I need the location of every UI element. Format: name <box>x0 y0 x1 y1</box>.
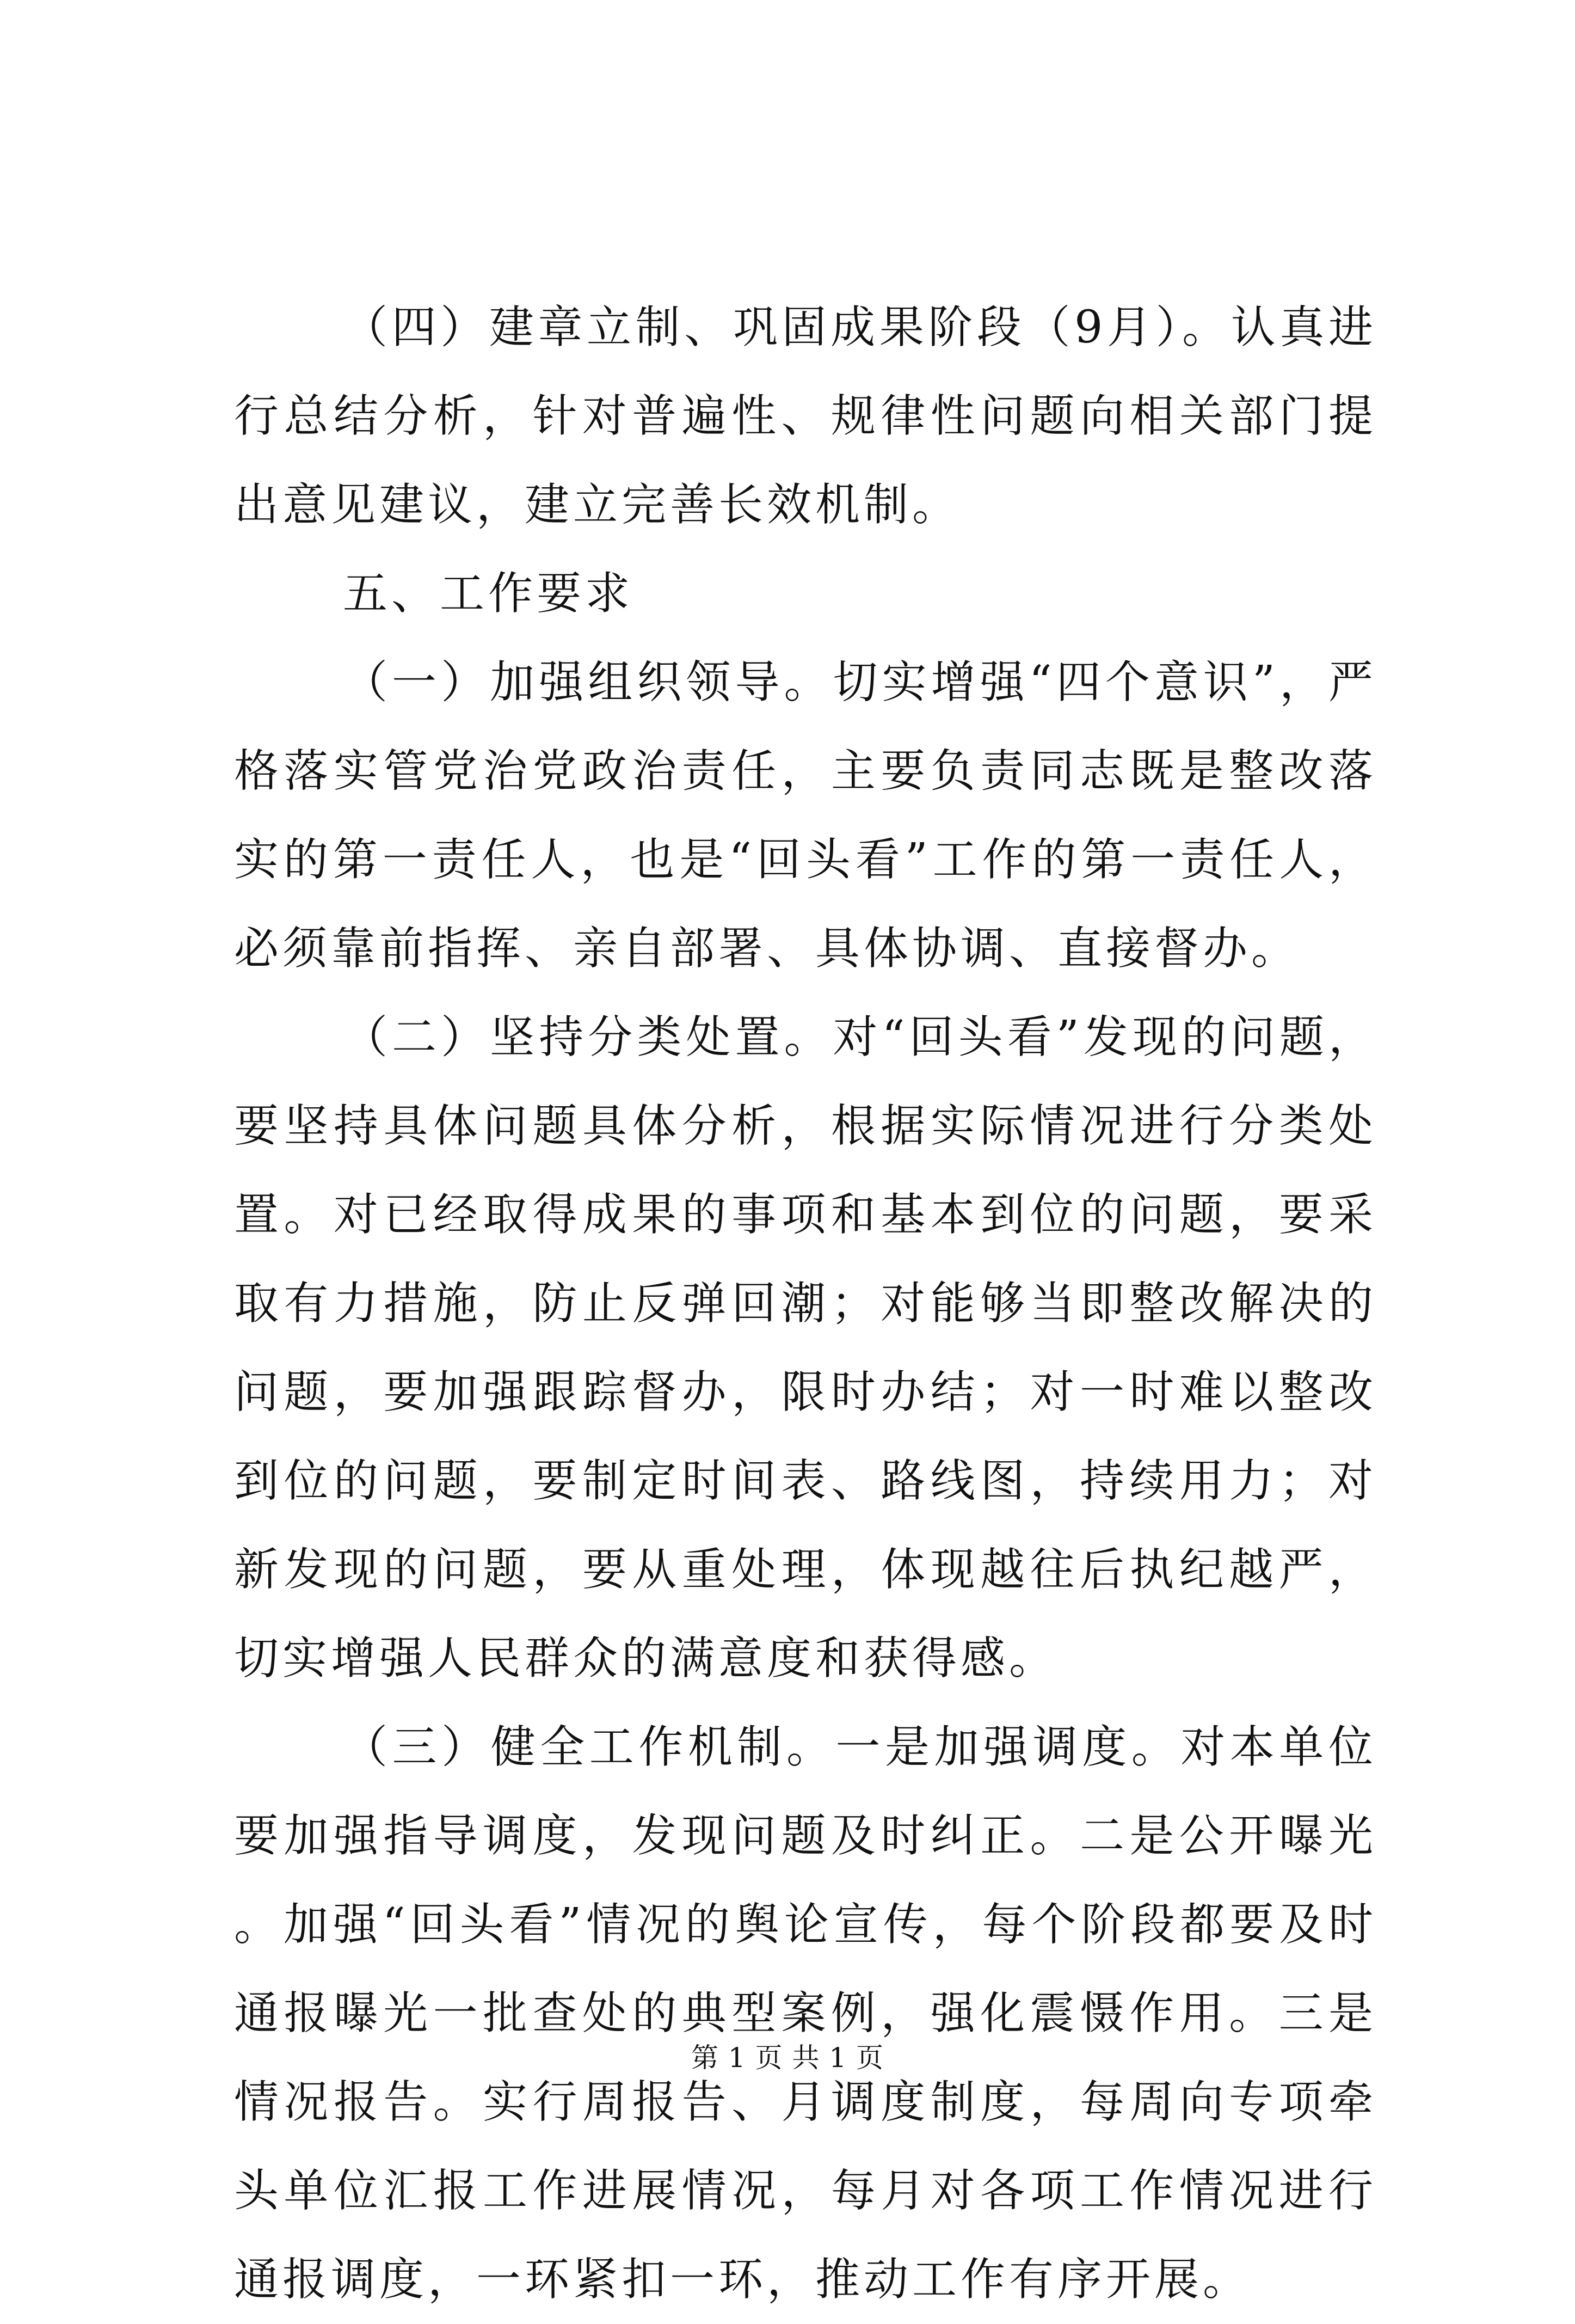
paragraph-phase-four: （四）建章立制、巩固成果阶段（9月）。认真进行总结分析，针对普遍性、规律性问题向相关部门提出意见建议，建立完善长效机制。 <box>234 302 1377 531</box>
page-footer: 第 1 页 共 1 页 <box>691 2042 884 2074</box>
section-heading-work-requirements: 五、工作要求 <box>343 568 634 620</box>
paragraph-requirement-one: （一）加强组织领导。切实增强“四个意识”，严格落实管党治党政治责任，主要负责同志既是整改落实的第一责任人，也是“回头看”工作的第一责任人，必须靠前指挥、亲自部署、具体协调、直接督办。 <box>234 657 1377 974</box>
paragraph-requirement-three: （三）健全工作机制。一是加强调度。对本单位要加强指导调度，发现问题及时纠正。二是公开曝光。加强“回头看”情况的舆论宣传，每个阶段都要及时通报曝光一批查处的典型案例，强化震慑作用。三是情况报告。实行周报告、月调度制度，每周向专项牵头单位汇报工作进展情况，每月对各项工作情况进行通报调度，一环紧扣一环，推动工作有序开展。 <box>234 1721 1377 2305</box>
paragraph-requirement-two: （二）坚持分类处置。对“回头看”发现的问题，要坚持具体问题具体分析，根据实际情况进行分类处置。对已经取得成果的事项和基本到位的问题，要采取有力措施，防止反弹回潮；对能够当即整改解决的问题，要加强跟踪督办，限时办结；对一时难以整改到位的问题，要制定时间表、路线图，持续用力；对新发现的问题，要从重处理，体现越往后执纪越严，切实增强人民群众的满意度和获得感。 <box>234 1011 1377 1684</box>
document-body <box>234 283 1377 2324</box>
